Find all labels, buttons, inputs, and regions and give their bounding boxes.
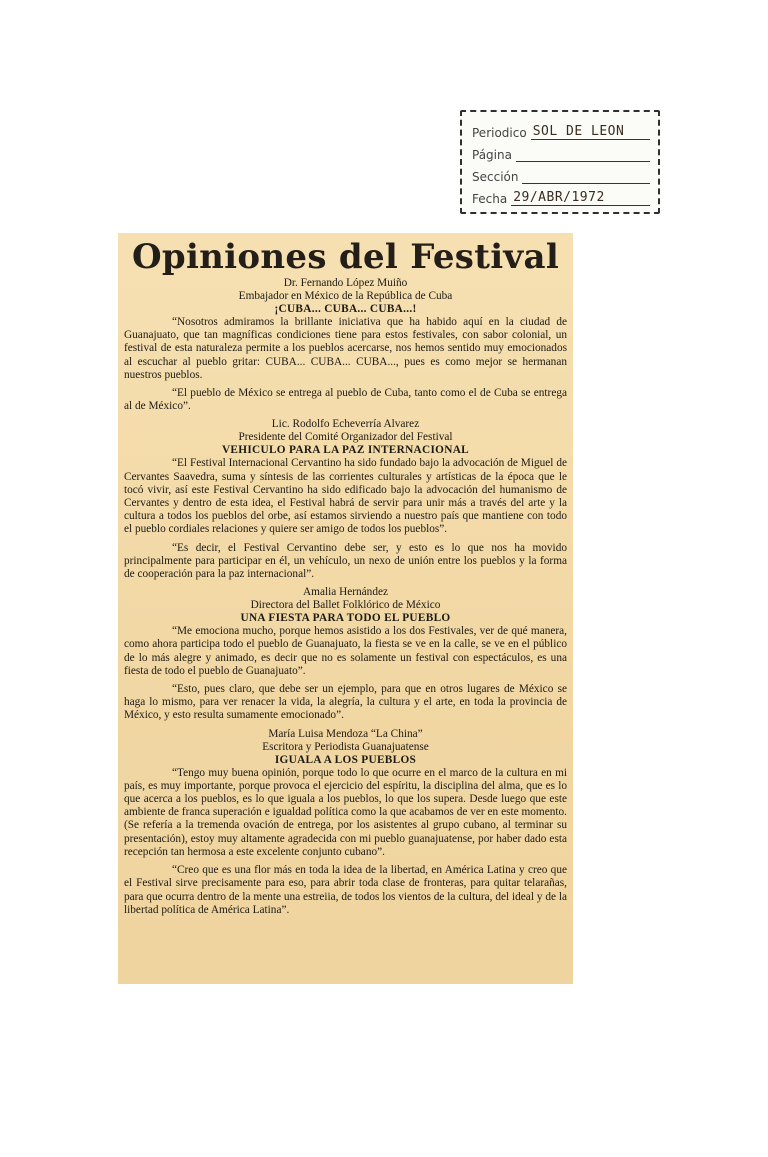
speaker-name: María Luisa Mendoza “La China” — [268, 727, 423, 740]
stamp-line-pagina — [516, 147, 650, 162]
speaker-role: Directora del Ballet Folklórico de México — [250, 599, 441, 612]
stamp-label-fecha: Fecha — [472, 192, 508, 206]
quote-paragraph: “Esto, pues claro, que debe ser un ejemplo, para que en otros lugares de México se haga lo mismo, para ver renacer la vida, la alegría, la cultura y el arte, en toda la provincia de México, y esto resulta sumamente emocionado”. — [124, 683, 567, 722]
speaker-role: Embajador en México de la República de Cuba — [238, 290, 453, 302]
speaker-name: Lic. Rodolfo Echeverría Alvarez — [271, 418, 420, 431]
newspaper-clipping — [118, 233, 573, 984]
stamp-value-fecha: 29/ABR/1972 — [513, 190, 605, 205]
stamp-value-periodico: SOL DE LEON — [532, 124, 625, 139]
stamp-row-seccion — [472, 164, 650, 184]
speaker-name: Amalia Hernández — [303, 586, 388, 599]
stamp-row-fecha — [472, 186, 650, 206]
article-headline: Opiniones del Festival — [131, 237, 560, 277]
section-committee-president — [124, 418, 567, 581]
archive-stamp — [460, 110, 660, 214]
quote-paragraph: “Nosotros admiramos la brillante iniciativa que ha habido aquí en la ciudad de Guanajuato, que tan magníficas condiciones tiene para estos festivales, con sabor colonial, un festival de esta naturaleza permite a los pueblos acercarse, nos hemos sentido muy emocionados al escuchar al pueblo gritar: CUBA... CUBA... CUBA..., pues es como mejor se hermanan nuestros pueblos. — [124, 316, 567, 381]
stamp-label-seccion: Sección — [472, 170, 519, 184]
section-cuba-ambassador — [124, 277, 567, 413]
stamp-line-periodico — [531, 125, 650, 140]
section-ballet-director — [124, 586, 567, 722]
section-heading: UNA FIESTA PARA TODO EL PUEBLO — [240, 612, 451, 625]
stamp-label-periodico: Periodico — [472, 126, 527, 140]
quote-paragraph: “El Festival Internacional Cervantino ha sido fundado bajo la advocación de Miguel de Cervantes Saavedra, suma y síntesis de las corrientes culturales y artísticas de la época que le tocó vivir, así este Festival Cervantino ha sido edificado bajo la advocación del humanismo de Cervantes y dentro de esta idea, el Festival habrá de servir para unir más a través del arte y la cultura a todos los pueblos del orbe, así estamos sirviendo a nuestro país que mantiene con todo el pueblo cordiales relaciones y quiere ser amigo de todos los pueblos”. — [124, 457, 567, 536]
stamp-row-periodico — [472, 120, 650, 140]
stamp-line-seccion — [522, 169, 650, 184]
speaker-role: Escritora y Periodista Guanajuatense — [262, 740, 429, 753]
stamp-line-fecha — [511, 191, 650, 206]
quote-paragraph: “Es decir, el Festival Cervantino debe ser, y esto es lo que nos ha movido principalmente para participar en él, un vehículo, un nexo de unión entre los pueblos y la forma de cooperación para la paz internacional”. — [124, 541, 567, 581]
quote-paragraph: “El pueblo de México se entrega al pueblo de Cuba, tanto como el de Cuba se entrega al de México”. — [124, 387, 567, 413]
speaker-name: Dr. Fernando López Muiño — [283, 277, 408, 289]
section-heading: VEHICULO PARA LA PAZ INTERNACIONAL — [221, 444, 470, 457]
stamp-label-pagina: Página — [472, 148, 512, 162]
quote-paragraph: “Tengo muy buena opinión, porque todo lo que ocurre en el marco de la cultura en mi país, es muy importante, porque provoca el ejercicio del espíritu, la disciplina del alma, que es lo que acerca a los pueblos, es lo que iguala a los pueblos, lo que los supera. Desde luego que este ambiente de franca superación e igualdad política como la que acabamos de ver en este momento. (Se refería a la tremenda ovación de entrega, por los asistentes al grupo cubano, al terminar su presentación), estoy muy altamente agradecida con mi pueblo guanajuatense, por haber dado esta recepción tan hermosa a este excelente conjunto cubano”. — [124, 766, 567, 858]
section-writer — [124, 728, 567, 917]
quote-paragraph: “Me emociona mucho, porque hemos asistido a los dos Festivales, ver de qué manera, como ahora participa todo el pueblo de Guanajuato, la fiesta se ve en la calle, se ve en el público de lo más alegre y animado, es decir que no es solamente un festival con espectáculos, es una fiesta de todo el pueblo de Guanajuato”. — [124, 625, 567, 677]
speaker-role: Presidente del Comité Organizador del Festival — [238, 431, 453, 444]
stamp-row-pagina — [472, 142, 650, 162]
section-heading: ¡CUBA... CUBA... CUBA...! — [274, 303, 417, 315]
section-heading: IGUALA A LOS PUEBLOS — [274, 753, 417, 766]
quote-paragraph: “Creo que es una flor más en toda la idea de la libertad, en América Latina y creo que el Festival sirve precisamente para eso, para abrir toda clase de fronteras, para quitar telarañas, para que ocurra dentro de la mente una estreiia, de todos los vientos de la cultura, del ideal y de la libertad política de América Latina”. — [124, 864, 567, 916]
